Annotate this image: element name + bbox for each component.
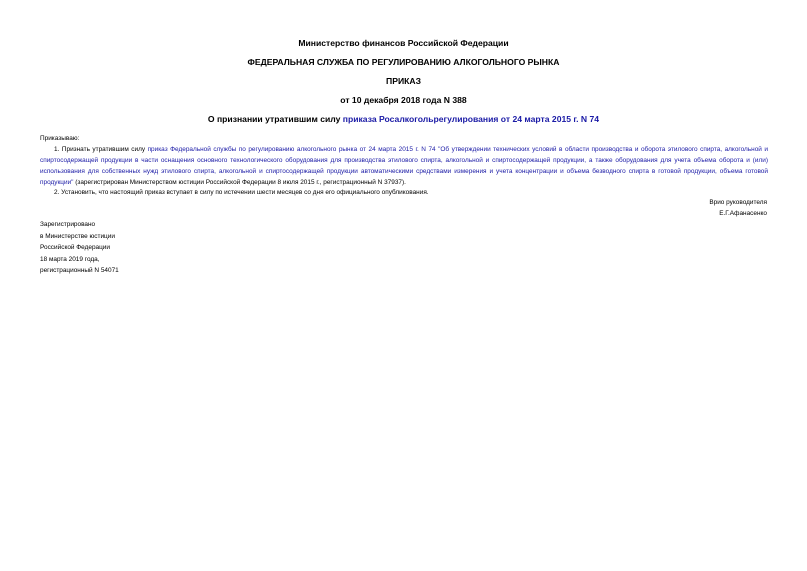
signatory-position: Врио руководителя xyxy=(709,199,767,206)
intro-text: Приказываю: xyxy=(40,135,80,142)
registration-line: Российской Федерации xyxy=(40,244,111,251)
ministry-heading: Министерство финансов Российской Федерации xyxy=(298,38,509,48)
paragraph-1-suffix: (зарегистрирован Министерством юстиции Российской Федерации 8 июля 2015 г., регистрационный N 37937). xyxy=(73,179,406,186)
signatory-name: Е.Г.Афанасенко xyxy=(719,210,767,217)
paragraph-1 xyxy=(40,144,768,188)
paragraph-2-text: 2. Установить, что настоящий приказ вступает в силу по истечении шести месяцев со дня его официального опубликования. xyxy=(54,189,429,196)
registration-line: Зарегистрировано xyxy=(40,221,96,228)
registration-line: в Министерстве юстиции xyxy=(40,232,115,240)
registration-block xyxy=(40,219,119,277)
subject-prefix: О признании утратившим силу xyxy=(207,114,343,124)
paragraph-2 xyxy=(40,187,768,198)
registration-line: регистрационный N 54071 xyxy=(40,267,119,274)
document-subject xyxy=(0,114,807,125)
date-number-heading: от 10 декабря 2018 года N 388 xyxy=(340,95,467,105)
document-type-heading: ПРИКАЗ xyxy=(386,76,421,86)
paragraph-1-prefix: 1. Признать утратившим силу xyxy=(54,146,148,153)
service-heading: ФЕДЕРАЛЬНАЯ СЛУЖБА ПО РЕГУЛИРОВАНИЮ АЛКОГОЛЬНОГО РЫНКА xyxy=(247,57,560,67)
subject-link[interactable]: приказа Росалкогольрегулирования от 24 марта 2015 г. N 74 xyxy=(342,114,600,124)
paragraph-1-link[interactable]: приказ Федеральной службы по регулированию алкогольного рынка от 24 марта 2015 г. N 74 "Об утверждении технических условий в области производства и оборота этилового спирта, алкогольной и спиртосодержащей продукции в части оснащения основного технологического оборудования для производства этилового спирта, алкогольной и спиртосодержащей продукции, а также оборудования для учета объема оборота и (или) использования для собственных нужд этилового спирта, алкогольной и спиртосодержащей продукции автоматическими средствами измерения и учета концентрации и объема безводного спирта в готовой продукции, объема готовой продукции" xyxy=(40,146,768,186)
registration-line: 18 марта 2019 года, xyxy=(40,255,100,263)
